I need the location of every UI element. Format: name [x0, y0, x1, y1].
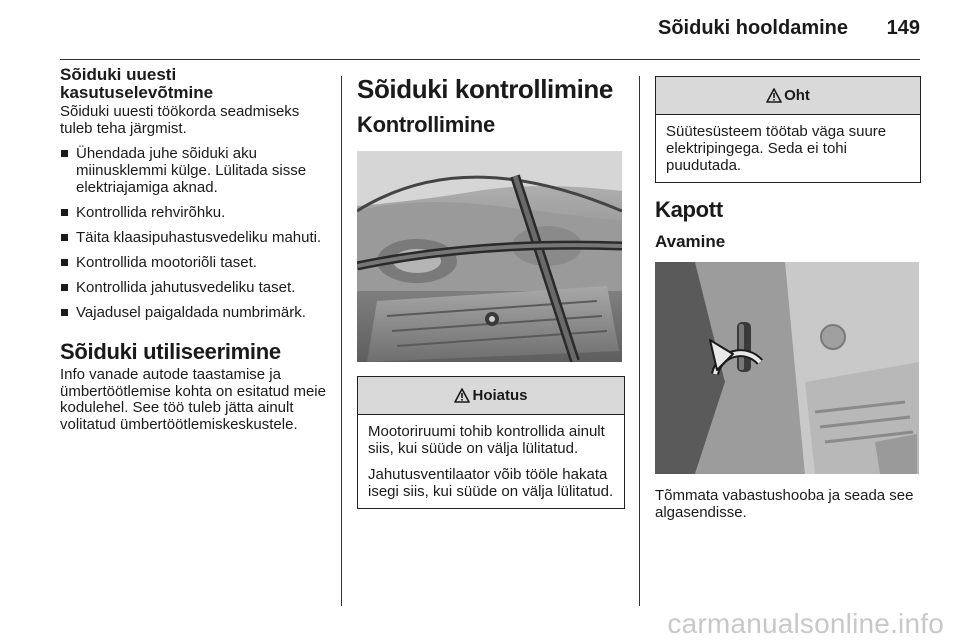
bonnet-caption: Tõmmata vabastushooba ja seada see algasendisse.	[655, 487, 914, 521]
list-item	[60, 145, 332, 196]
list-item-text: Täita klaasipuhastusvedeliku mahuti.	[76, 229, 322, 246]
list-item	[60, 279, 332, 296]
warning-paragraph: Mootoriruumi tohib kontrollida ainult siis, kui süüde on välja lülitatud.	[368, 423, 605, 457]
warning-header	[358, 377, 624, 415]
recommissioning-intro: Sõiduki uuesti töökorda seadmiseks tuleb teha järgmist.	[60, 103, 300, 137]
bullet-square-icon	[61, 259, 68, 266]
bullet-square-icon	[61, 234, 68, 241]
danger-box	[655, 76, 921, 183]
page-header	[0, 0, 960, 62]
section-title-inspection: Sõiduki kontrollimine	[357, 74, 613, 104]
column-divider-1	[341, 76, 342, 606]
bonnet-release-photo	[655, 262, 919, 474]
bullet-square-icon	[61, 150, 68, 157]
section-title-bonnet: Kapott	[655, 197, 723, 222]
warning-label: Hoiatus	[472, 387, 528, 404]
list-item	[60, 204, 332, 221]
section-title-disposal: Sõiduki utiliseerimine	[60, 339, 281, 364]
column-middle	[357, 66, 625, 509]
list-item-text: Kontrollida mootoriõli taset.	[76, 254, 257, 271]
warning-paragraph: Jahutusventilaator võib tööle hakata isegi siis, kui süüde on välja lülitatud.	[368, 466, 614, 500]
warning-triangle-icon	[766, 88, 782, 103]
watermark: carmanualsonline.info	[667, 608, 944, 639]
disposal-text: Info vanade autode taastamise ja ümbertöötlemise kohta on esitatud meie kodulehel. See töö tuleb jätta ainult volitatud ümbertöötlemiskeskustele.	[60, 366, 326, 433]
warning-body	[358, 415, 624, 508]
chapter-title: Sõiduki hooldamine	[657, 17, 848, 39]
list-item-text: Kontrollida jahutusvedeliku taset.	[76, 279, 296, 296]
column-left	[60, 66, 332, 433]
bullet-square-icon	[61, 309, 68, 316]
list-item	[60, 304, 332, 321]
danger-label: Oht	[784, 87, 810, 104]
column-divider-2	[639, 76, 640, 606]
header-rule	[60, 59, 920, 60]
bullet-square-icon	[61, 209, 68, 216]
subsection-title-checking: Kontrollimine	[357, 112, 495, 137]
list-item-text: Kontrollida rehvirõhku.	[76, 204, 226, 221]
list-item	[60, 229, 332, 246]
list-item-text: Ühendada juhe sõiduki aku miinusklemmi külge. Lülitada sisse elektriajamiga aknad.	[76, 145, 307, 196]
column-right	[655, 66, 921, 521]
danger-paragraph: Süütesüsteem töötab väga suure elektripingega. Seda ei tohi puudutada.	[666, 123, 887, 174]
list-item-text: Vajadusel paigaldada numbrimärk.	[76, 304, 306, 321]
recommissioning-list	[60, 145, 332, 321]
page-number: 149	[886, 17, 920, 39]
engine-bay-photo	[357, 151, 622, 362]
subsection-title-opening: Avamine	[655, 232, 726, 251]
bullet-square-icon	[61, 284, 68, 291]
section-title-recommissioning: Sõiduki uuesti kasutuselevõtmine	[60, 65, 214, 102]
danger-header	[656, 77, 920, 115]
warning-box	[357, 376, 625, 509]
warning-triangle-icon	[454, 388, 470, 403]
danger-body	[656, 115, 920, 182]
list-item	[60, 254, 332, 271]
